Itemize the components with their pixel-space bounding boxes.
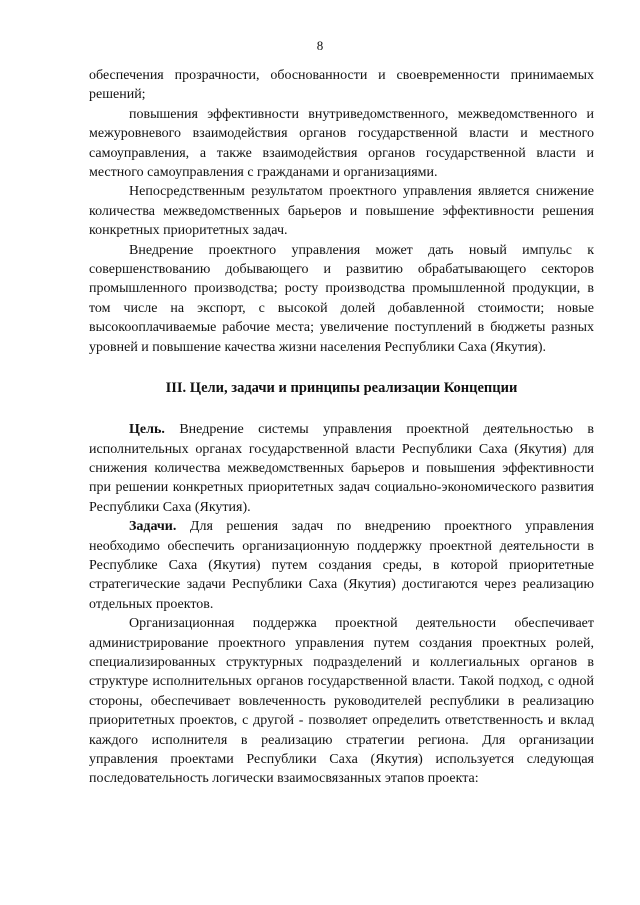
paragraph-interaction-efficiency: повышения эффективности внутриведомственного, межведомственного и межуровневого взаимодействия органов государственной власти и местного самоуправления, а также взаимодействия органов государственной власти и местного самоуправления с гражданами и организациями. <box>89 106 594 181</box>
goal-text: Внедрение системы управления проектной деятельностью в исполнительных органах государственной власти Республики Саха (Якутия) для снижения количества межведомственных барьеров и повышения эффективности при решении конкретных приоритетных задач социально-экономического развития Республики Саха (Якутия). <box>89 422 594 515</box>
document-body <box>89 66 594 789</box>
section-heading: III. Цели, задачи и принципы реализации Концепции <box>165 380 518 397</box>
goal-label: Цель. <box>129 422 165 438</box>
paragraph-tasks <box>89 517 594 614</box>
paragraph-transparency: обеспечения прозрачности, обоснованности и своевременности принимаемых решений; <box>89 68 594 103</box>
paragraph-organizational-support: Организационная поддержка проектной деятельности обеспечивает администрирование проектного управления путем создания проектных ролей, специализированных структурных подразделений и коллегиальных органов в структуре исполнительных органов государственной власти. Такой подход, с одной стороны, обеспечивает вовлеченность руководителей республики в реализацию приоритетных проектов, с другой - позволяет определить ответственность и вклад каждого исполнителя в реализацию стратегии региона. Для организации управления проектами Республики Саха (Якутия) используется следующая последовательность логически взаимосвязанных этапов проекта: <box>89 616 594 787</box>
page-number: 8 <box>316 38 324 53</box>
tasks-text: Для решения задач по внедрению проектного управления необходимо обеспечить организационную поддержку проектной деятельности в Республике Саха (Якутия) путем создания среды, в которой приоритетные стратегические задачи Республики Саха (Якутия) достигаются через реализацию отдельных проектов. <box>89 519 594 612</box>
paragraph-goal <box>89 420 594 517</box>
paragraph-new-impulse: Внедрение проектного управления может дать новый импульс к совершенствованию добывающего и развитию обрабатывающего секторов промышленного производства; росту производства промышленной продукции, в том числе на экспорт, с высокой долей добавленной стоимости; новые высокооплачиваемые рабочие места; увеличение поступлений в бюджеты разных уровней и повышение качества жизни населения Республики Саха (Якутия). <box>89 242 594 355</box>
paragraph-direct-result: Непосредственным результатом проектного управления является снижение количества межведомственных барьеров и повышение эффективности решения конкретных приоритетных задач. <box>89 184 594 239</box>
tasks-label: Задачи. <box>129 519 177 535</box>
